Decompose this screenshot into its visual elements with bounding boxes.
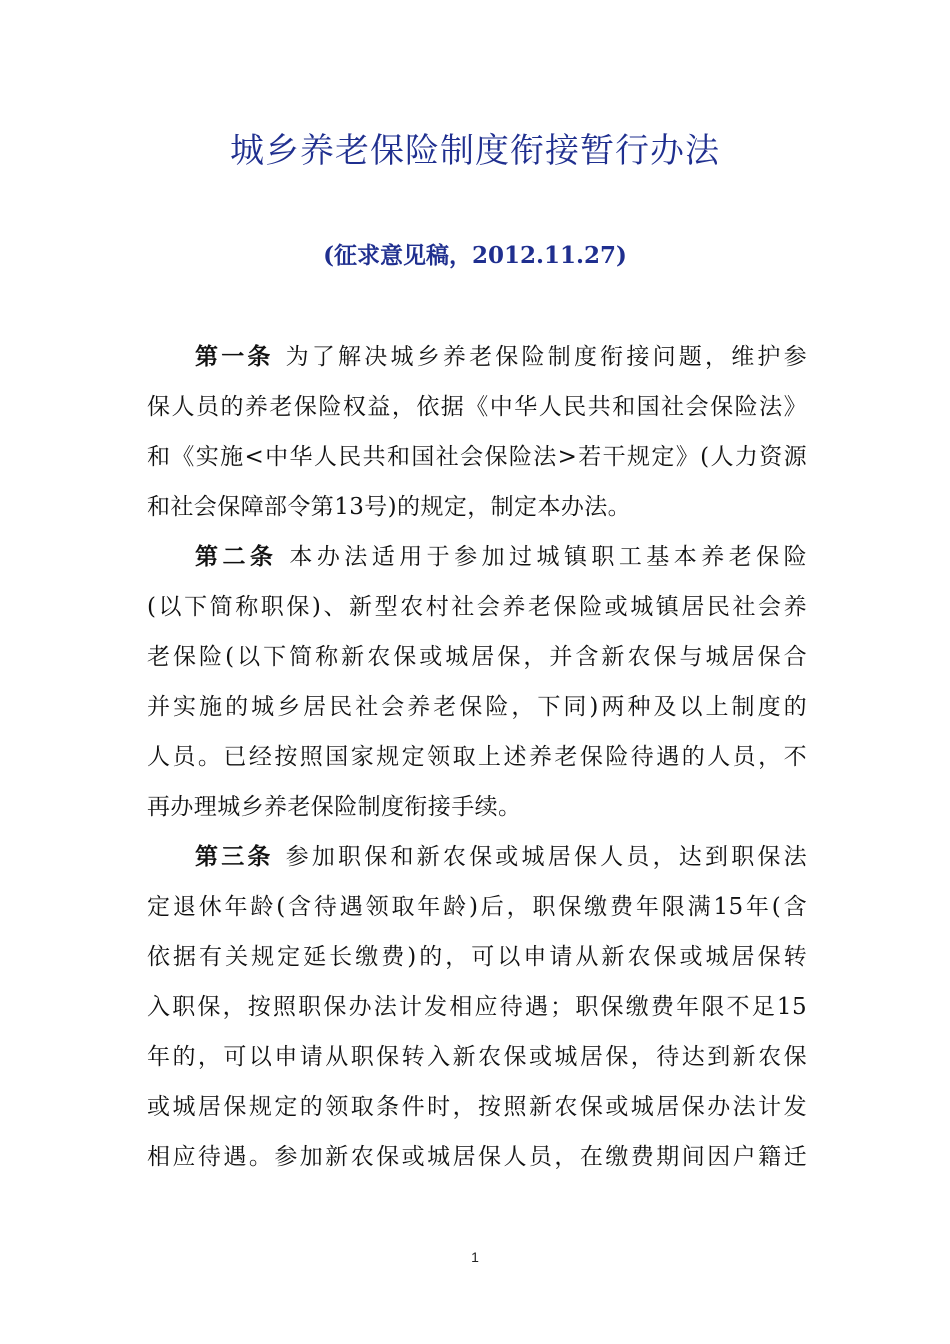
article-3-line-1 xyxy=(147,832,807,882)
article-2-line-3: 老保险(以下简称新农保或城居保，并含新农保与城居保合 xyxy=(147,644,807,670)
article-2-label: 第二条 xyxy=(195,544,278,570)
page-number: 1 xyxy=(471,1249,479,1265)
article-3-line-6: 或城居保规定的领取条件时，按照新农保或城居保办法计发 xyxy=(147,1094,807,1120)
article-2-line-2: (以下简称职保)、新型农村社会养老保险或城镇居民社会养 xyxy=(147,594,807,620)
article-3-label: 第三条 xyxy=(195,844,274,870)
article-3-line-2: 定退休年龄(含待遇领取年龄)后，职保缴费年限满15年(含 xyxy=(147,894,807,920)
document-title: 城乡养老保险制度衔接暂行办法 xyxy=(230,131,720,171)
article-2-line-6: 再办理城乡养老保险制度衔接手续。 xyxy=(147,794,522,820)
document-body xyxy=(147,332,807,1182)
article-1-label: 第一条 xyxy=(195,344,274,370)
article-1-line-4: 和社会保障部令第13号)的规定，制定本办法。 xyxy=(147,494,632,520)
article-3-line-3: 依据有关规定延长缴费)的，可以申请从新农保或城居保转 xyxy=(147,944,807,970)
article-3-line-7: 相应待遇。参加新农保或城居保人员，在缴费期间因户籍迁 xyxy=(147,1144,807,1170)
article-1-line-1 xyxy=(147,332,807,382)
article-2-line-5: 人员。已经按照国家规定领取上述养老保险待遇的人员，不 xyxy=(147,744,807,770)
article-3-text-1: 参加职保和新农保或城居保人员，达到职保法 xyxy=(285,844,808,870)
article-2-line-4: 并实施的城乡居民社会养老保险，下同)两种及以上制度的 xyxy=(147,694,807,720)
article-2-line-1 xyxy=(147,532,807,582)
article-1-line-2: 保人员的养老保险权益，依据《中华人民共和国社会保险法》 xyxy=(147,394,807,420)
article-3-line-5: 年的，可以申请从职保转入新农保或城居保，待达到新农保 xyxy=(147,1044,807,1070)
document-subtitle: (征求意见稿，2012.11.27) xyxy=(323,242,627,269)
article-3 xyxy=(147,832,807,1182)
article-1 xyxy=(147,332,807,532)
article-3-line-4: 入职保，按照职保办法计发相应待遇；职保缴费年限不足15 xyxy=(147,994,807,1020)
article-2 xyxy=(147,532,807,832)
article-2-text-1: 本办法适用于参加过城镇职工基本养老保险 xyxy=(289,544,807,570)
article-1-text-1: 为了解决城乡养老保险制度衔接问题，维护参 xyxy=(285,344,808,370)
article-1-line-3: 和《实施<中华人民共和国社会保险法>若干规定》(人力资源 xyxy=(147,444,807,470)
